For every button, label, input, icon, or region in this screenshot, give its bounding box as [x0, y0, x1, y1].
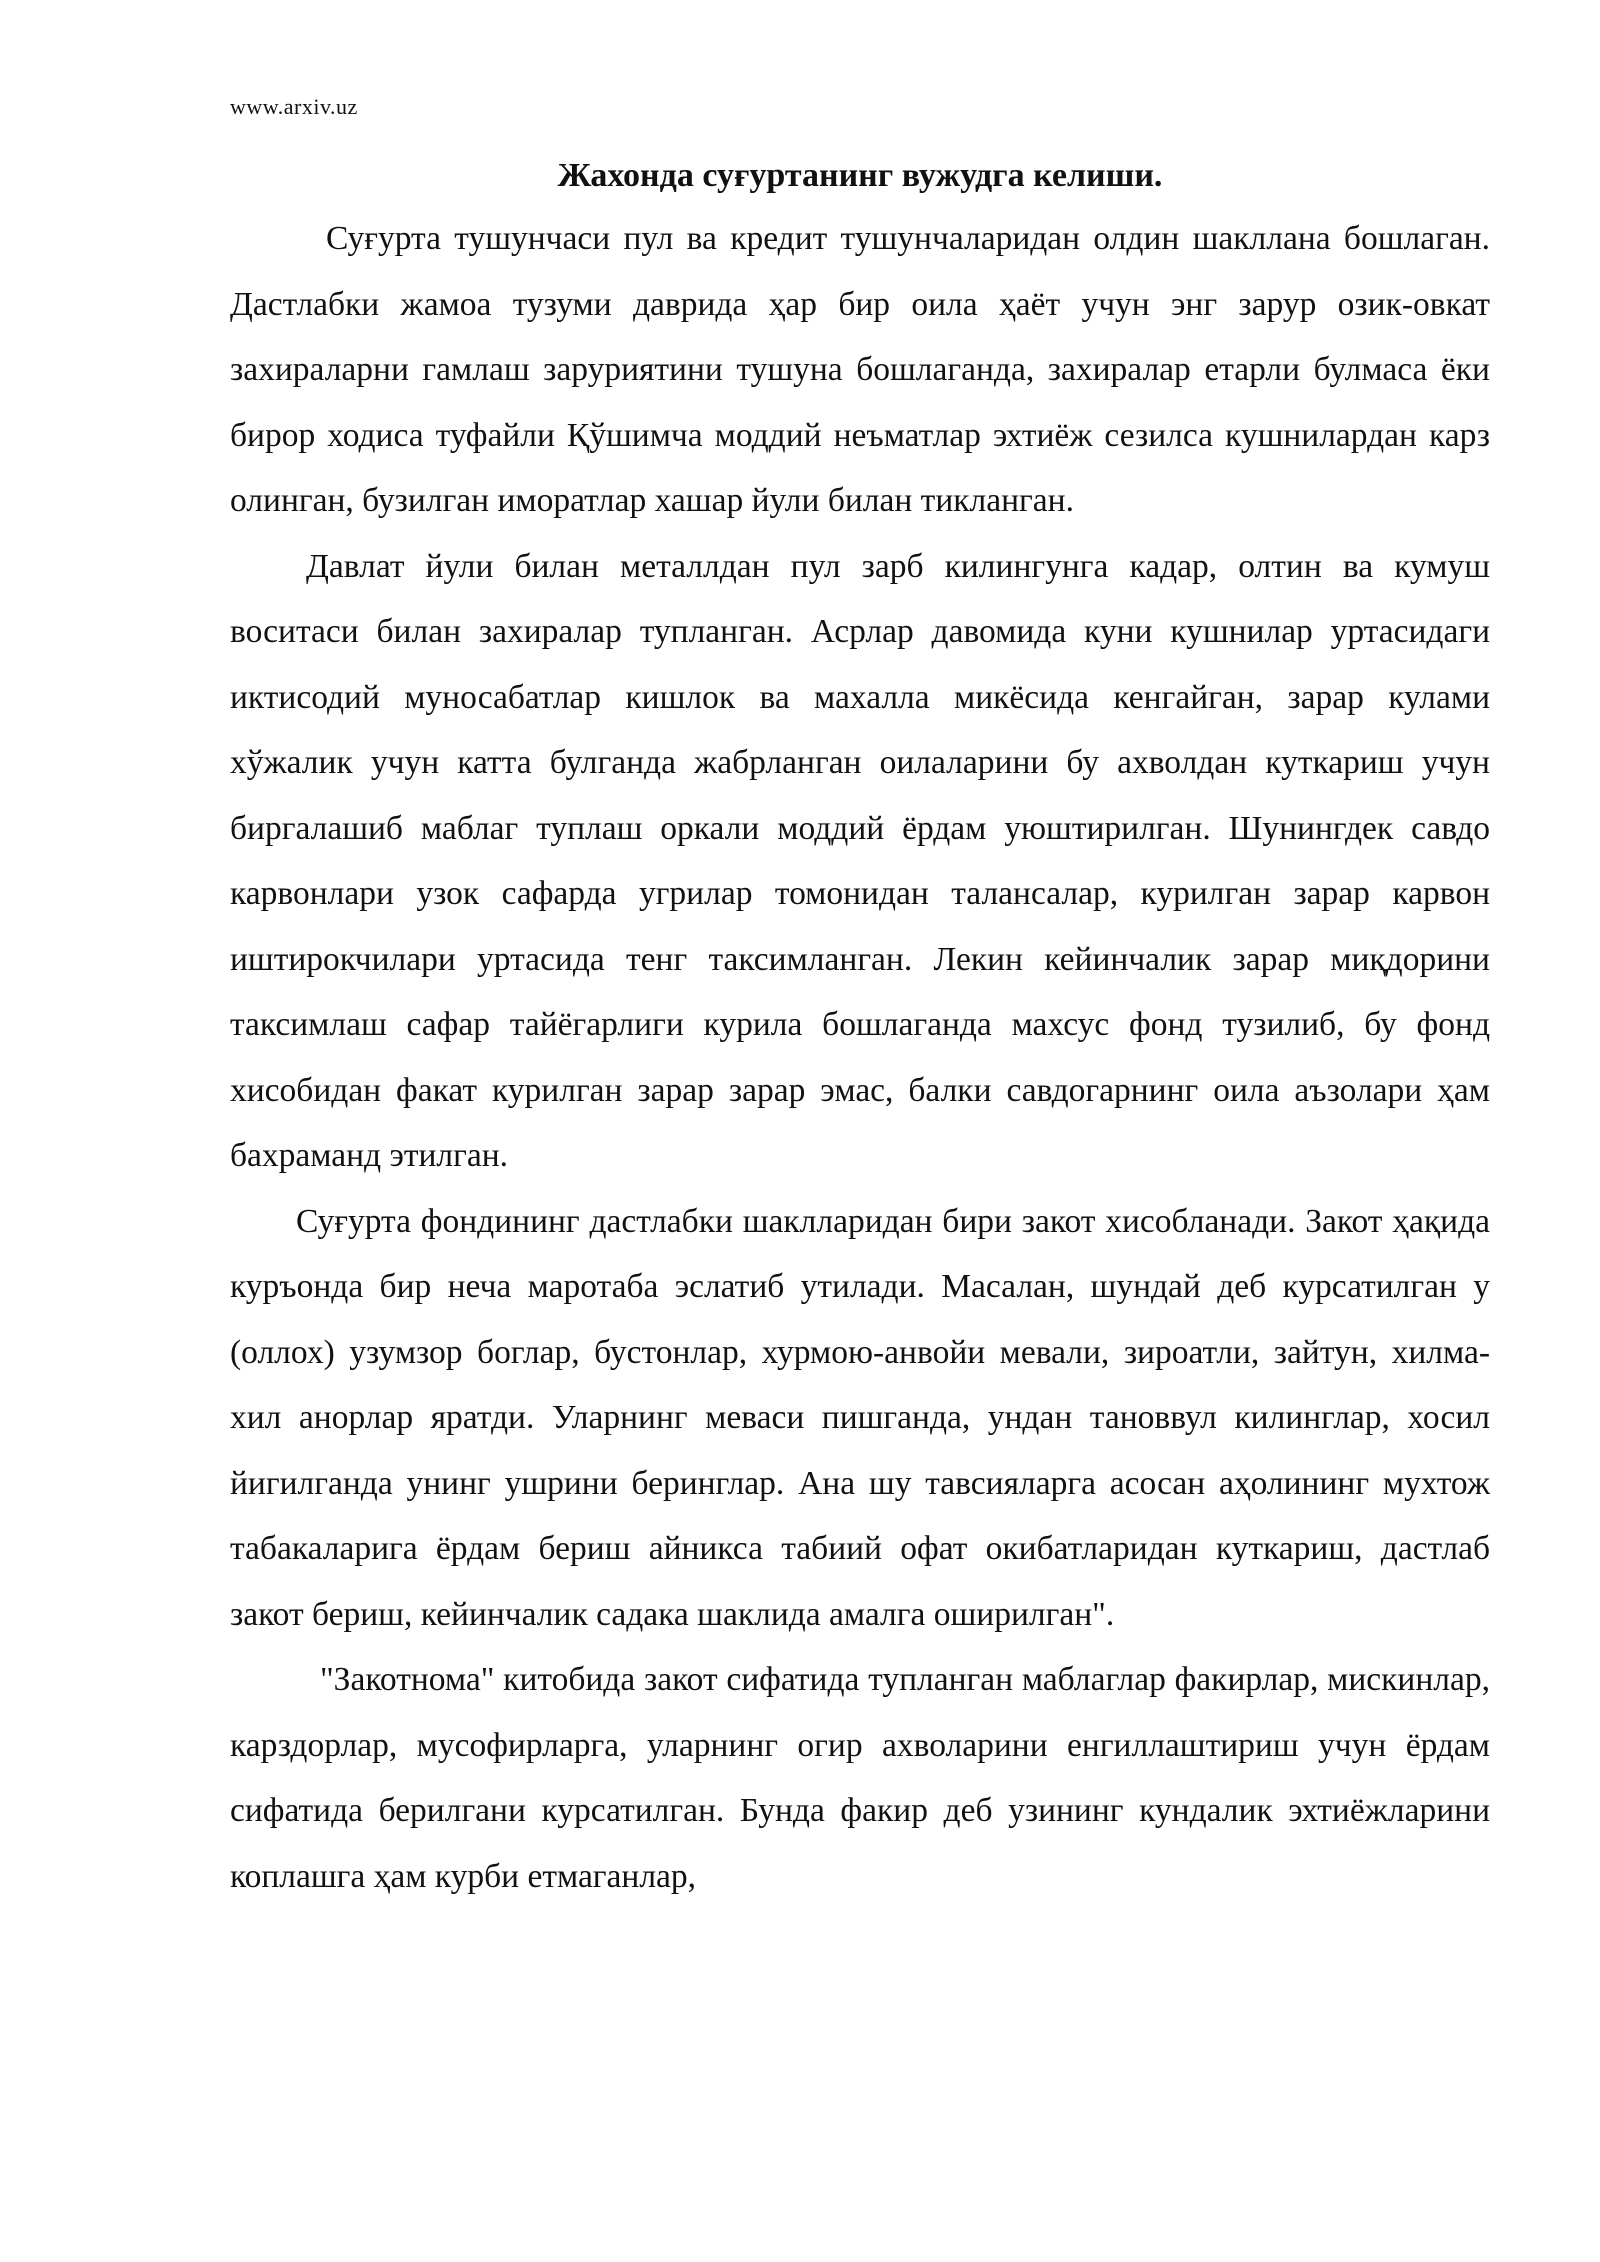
page-title: Жахонда суғуртанинг вужудга келиши. [557, 157, 1163, 194]
paragraph-4: "Закотнома" китобида закот сифатида тупланган маблаглар факирлар, мискинлар, карздорлар, мусофирларга, уларнинг огир ахволарини енгиллаштириш учун ёрдам сифатида берилгани курсатилган. Бунда факир деб узининг кундалик эхтиёжларини коплашга ҳам курби етмаганлар, [230, 1661, 1490, 1895]
site-url-header: www.arxiv.uz [230, 94, 358, 119]
document-body [230, 206, 1490, 1909]
paragraph-2: Давлат йули билан металлдан пул зарб килингунга кадар, олтин ва кумуш воситаси билан захиралар тупланган. Асрлар давомида куни кушнилар уртасидаги иктисодий муносабатлар кишлок ва махалла микёсида кенгайган, зарар кулами хўжалик учун катта булганда жабрланган оилаларини бу ахволдан куткариш учун биргалашиб маблаг туплаш оркали моддий ёрдам уюштирилган. Шунингдек савдо карвонлари узок сафарда угрилар томонидан талансалар, курилган зарар карвон иштирокчилари уртасида тенг таксимланган. Лекин кейинчалик зарар миқдорини таксимлаш сафар тайёгарлиги курила бошлаганда махсус фонд тузилиб, бу фонд хисобидан факат курилган зарар зарар эмас, балки савдогарнинг оила аъзолари ҳам бахраманд этилган. [230, 547, 1490, 1174]
paragraph-3: Суғурта фондининг дастлабки шаклларидан бири закот хисобланади. Закот ҳақида куръонда бир неча маротаба эслатиб утилади. Масалан, шундай деб курсатилган у (оллох) узумзор боглар, бустонлар, хурмою-анвойи мевали, зироатли, зайтун, хилма-хил анорлар яратди. Уларнинг меваси пишганда, ундан тановвул килинглар, хосил йигилганда унинг ушрини беринглар. Ана шу тавсияларга асосан аҳолининг мухтож табакаларига ёрдам бериш айникса табиий офат окибатларидан куткариш, дастлаб закот бериш, кейинчалик садака шаклида амалга оширилган". [230, 1202, 1490, 1633]
paragraph-1: Суғурта тушунчаси пул ва кредит тушунчаларидан олдин шакллана бошлаган. Дастлабки жамоа тузуми даврида ҳар бир оила ҳаёт учун энг зарур озик-овкат захираларни гамлаш заруриятини тушуна бошлаганда, захиралар етарли булмаса ёки бирор ходиса туфайли Қўшимча моддий неъматлар эхтиёж сезилса кушнилардан карз олинган, бузилган иморатлар хашар йули билан тикланган. [230, 220, 1490, 519]
